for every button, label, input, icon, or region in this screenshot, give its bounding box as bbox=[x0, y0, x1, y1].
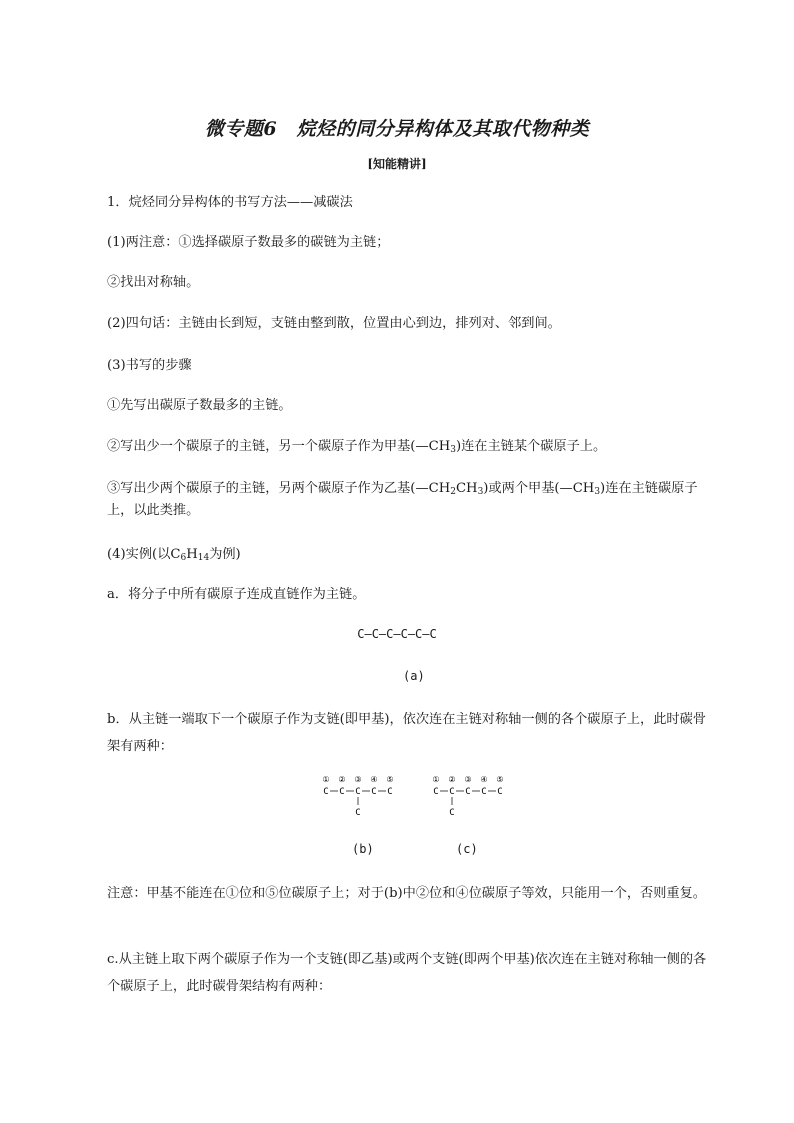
step-3-text-b: CH bbox=[455, 481, 478, 496]
caption-a: (a) bbox=[403, 669, 425, 683]
step-2-text-a: ②写出少一个碳原子的主链，另一个碳原子作为甲基(—CH bbox=[107, 439, 451, 454]
paragraph-method-heading: 1．烷烃同分异构体的书写方法——减碳法 bbox=[107, 195, 353, 210]
skeleton-c-carbon-atom: C bbox=[481, 787, 487, 797]
skeleton-b-position-number: ④ bbox=[370, 775, 378, 784]
skeleton-b-branch-carbon: C bbox=[355, 808, 361, 818]
step-3-text-c: )或两个甲基(—CH bbox=[483, 481, 595, 496]
step-2-sub: 3 bbox=[450, 445, 456, 455]
step-3-sub-2: 3 bbox=[477, 487, 484, 497]
carbon-skeletons-figure bbox=[316, 772, 516, 820]
paragraph-step-b: b．从主链一端取下一个碳原子作为支链(即甲基)，依次连在主链对称轴一侧的各个碳原子上，此时碳骨架有两种： bbox=[107, 712, 706, 754]
step-3-sub-3: 3 bbox=[594, 487, 601, 497]
caption-b: (b) bbox=[352, 842, 374, 856]
step-3-text-d: )连在主链碳原子上，以此类推。 bbox=[107, 481, 698, 518]
example-text-b: H bbox=[186, 547, 198, 562]
skeleton-b-position-number: ⑤ bbox=[386, 775, 394, 784]
paragraph-example-heading bbox=[107, 544, 241, 566]
paragraph-step-2 bbox=[107, 436, 606, 458]
paragraph-four-sentences: (2)四句话：主链由长到短，支链由整到散，位置由心到边，排列对、邻到间。 bbox=[107, 316, 561, 331]
skeleton-c-carbon-atom: C bbox=[449, 787, 455, 797]
skeleton-b bbox=[322, 775, 393, 818]
skeleton-c-carbon-atom: C bbox=[497, 787, 503, 797]
skeleton-b-carbon-atom: C bbox=[387, 787, 393, 797]
straight-chain-a: C—C—C—C—C—C bbox=[357, 627, 437, 641]
skeleton-c-position-number: ④ bbox=[480, 775, 488, 784]
paragraph-note: 注意：甲基不能连在①位和⑤位碳原子上；对于(b)中②位和④位碳原子等效，只能用一个，否则重复。 bbox=[107, 886, 706, 901]
skeleton-b-carbon-atom: C bbox=[323, 787, 329, 797]
step-3-text-a: ③写出少两个碳原子的主链，另两个碳原子作为乙基(—CH bbox=[107, 481, 451, 496]
paragraph-steps-heading: (3)书写的步骤 bbox=[107, 358, 192, 373]
caption-c: (c) bbox=[456, 842, 478, 856]
skeleton-c-position-number: ① bbox=[432, 775, 440, 784]
section-badge-label: [知能精讲] bbox=[367, 157, 427, 171]
paragraph-step-c: c.从主链上取下两个碳原子作为一个支链(即乙基)或两个支链(即两个甲基)依次连在主链对称轴一侧的各个碳原子上，此时碳骨架结构有两种： bbox=[107, 952, 707, 994]
example-text-a: (4)实例(以C bbox=[107, 547, 181, 562]
step-3-sub-1: 2 bbox=[450, 487, 456, 497]
paragraph-step-a: a．将分子中所有碳原子连成直链作为主链。 bbox=[107, 587, 366, 602]
paragraph-step-1: ①先写出碳原子数最多的主链。 bbox=[107, 398, 292, 413]
example-sub-2: 14 bbox=[197, 553, 210, 563]
step-2-text-b: )连在主链某个碳原子上。 bbox=[455, 439, 607, 454]
paragraph-find-axis: ②找出对称轴。 bbox=[107, 275, 200, 290]
skeleton-c-carbon-atom: C bbox=[465, 787, 471, 797]
example-sub-1: 6 bbox=[180, 553, 187, 563]
page-title: 微专题6 烷烃的同分异构体及其取代物种类 bbox=[204, 118, 590, 140]
skeleton-c-position-number: ② bbox=[448, 775, 456, 784]
section-badge bbox=[0, 155, 794, 172]
skeleton-b-position-number: ② bbox=[338, 775, 346, 784]
skeleton-b-position-number: ① bbox=[322, 775, 330, 784]
skeleton-b-carbon-atom: C bbox=[371, 787, 377, 797]
skeleton-c bbox=[432, 775, 503, 818]
skeleton-b-carbon-atom: C bbox=[355, 787, 361, 797]
skeleton-c-carbon-atom: C bbox=[433, 787, 439, 797]
paragraph-two-notes: (1)两注意：①选择碳原子数最多的碳链为主链； bbox=[107, 235, 390, 250]
paragraph-step-3 bbox=[107, 478, 719, 522]
skeleton-b-carbon-atom: C bbox=[339, 787, 345, 797]
example-text-c: 为例) bbox=[209, 547, 241, 562]
skeleton-c-position-number: ③ bbox=[464, 775, 472, 784]
skeleton-c-position-number: ⑤ bbox=[496, 775, 504, 784]
skeleton-b-position-number: ③ bbox=[354, 775, 362, 784]
skeleton-c-branch-carbon: C bbox=[449, 808, 455, 818]
